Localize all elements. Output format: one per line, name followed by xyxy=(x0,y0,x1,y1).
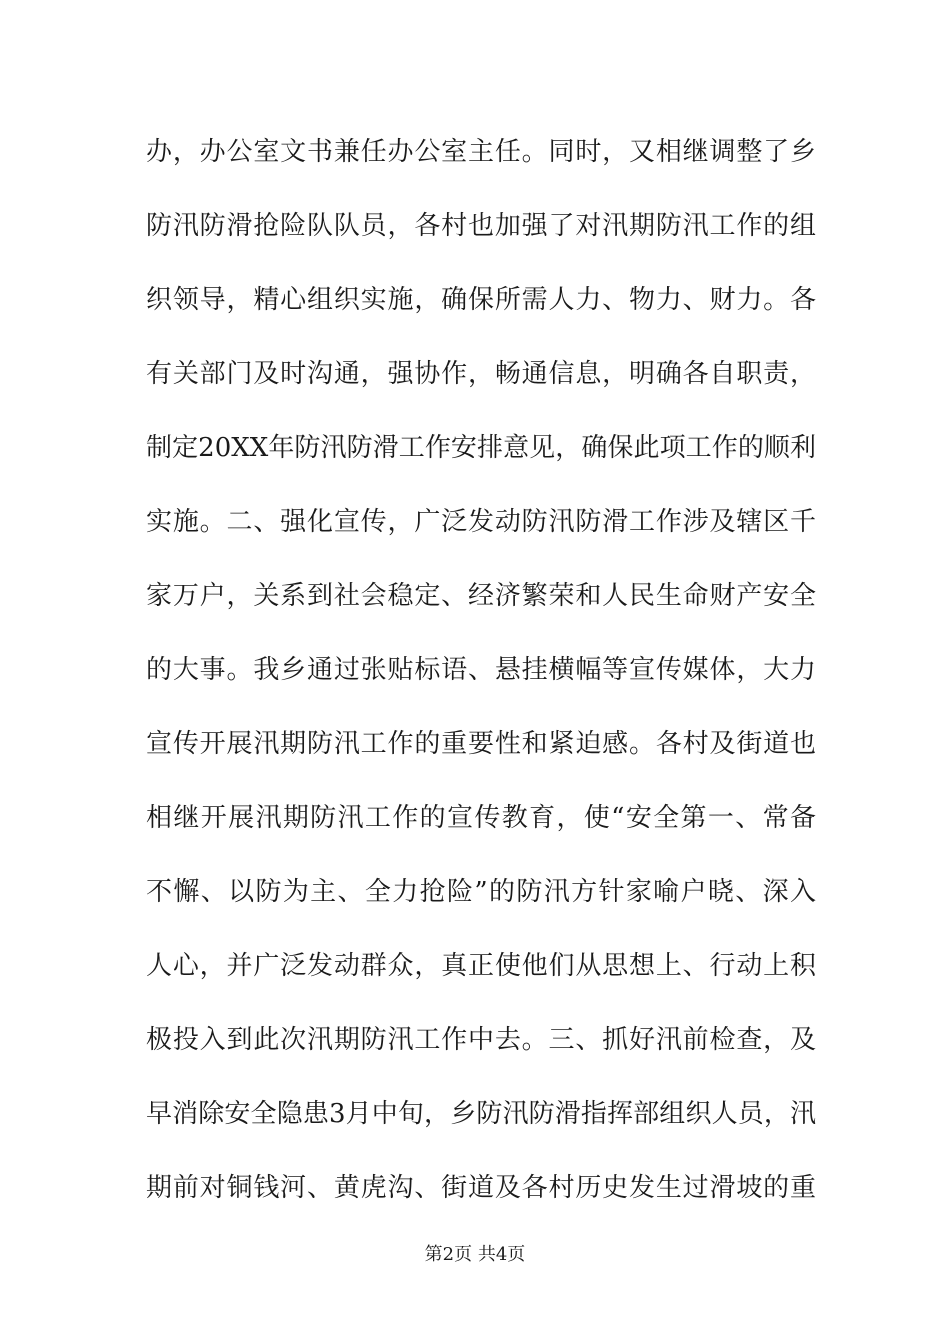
text-line: 制定20XX年防汛防滑工作安排意见，确保此项工作的顺利 xyxy=(146,433,816,463)
text-line: 极投入到此次汛期防汛工作中去。三、抓好汛前检查，及 xyxy=(146,1025,816,1055)
body-text xyxy=(146,128,816,1238)
text-line: 宣传开展汛期防汛工作的重要性和紧迫感。各村及街道也 xyxy=(146,729,816,759)
text-line: 家万户，关系到社会稳定、经济繁荣和人民生命财产安全 xyxy=(146,581,816,611)
text-line: 办，办公室文书兼任办公室主任。同时，又相继调整了乡 xyxy=(146,137,816,167)
text-line: 期前对铜钱河、黄虎沟、街道及各村历史发生过滑坡的重 xyxy=(146,1173,816,1203)
text-line: 实施。二、强化宣传，广泛发动防汛防滑工作涉及辖区千 xyxy=(146,507,816,537)
text-line: 早消除安全隐患3月中旬，乡防汛防滑指挥部组织人员，汛 xyxy=(146,1099,816,1129)
text-line: 不懈、以防为主、全力抢险”的防汛方针家喻户晓、深入 xyxy=(146,877,816,907)
text-line: 织领导，精心组织实施，确保所需人力、物力、财力。各 xyxy=(146,285,816,315)
text-line: 人心，并广泛发动群众，真正使他们从思想上、行动上积 xyxy=(146,951,816,981)
text-line: 相继开展汛期防汛工作的宣传教育，使“安全第一、常备 xyxy=(146,803,816,833)
text-line: 防汛防滑抢险队队员，各村也加强了对汛期防汛工作的组 xyxy=(146,211,816,241)
text-line: 的大事。我乡通过张贴标语、悬挂横幅等宣传媒体，大力 xyxy=(146,655,816,685)
page-footer: 第2页 共4页 xyxy=(424,1244,526,1265)
text-line: 有关部门及时沟通，强协作，畅通信息，明确各自职责， xyxy=(146,359,816,389)
